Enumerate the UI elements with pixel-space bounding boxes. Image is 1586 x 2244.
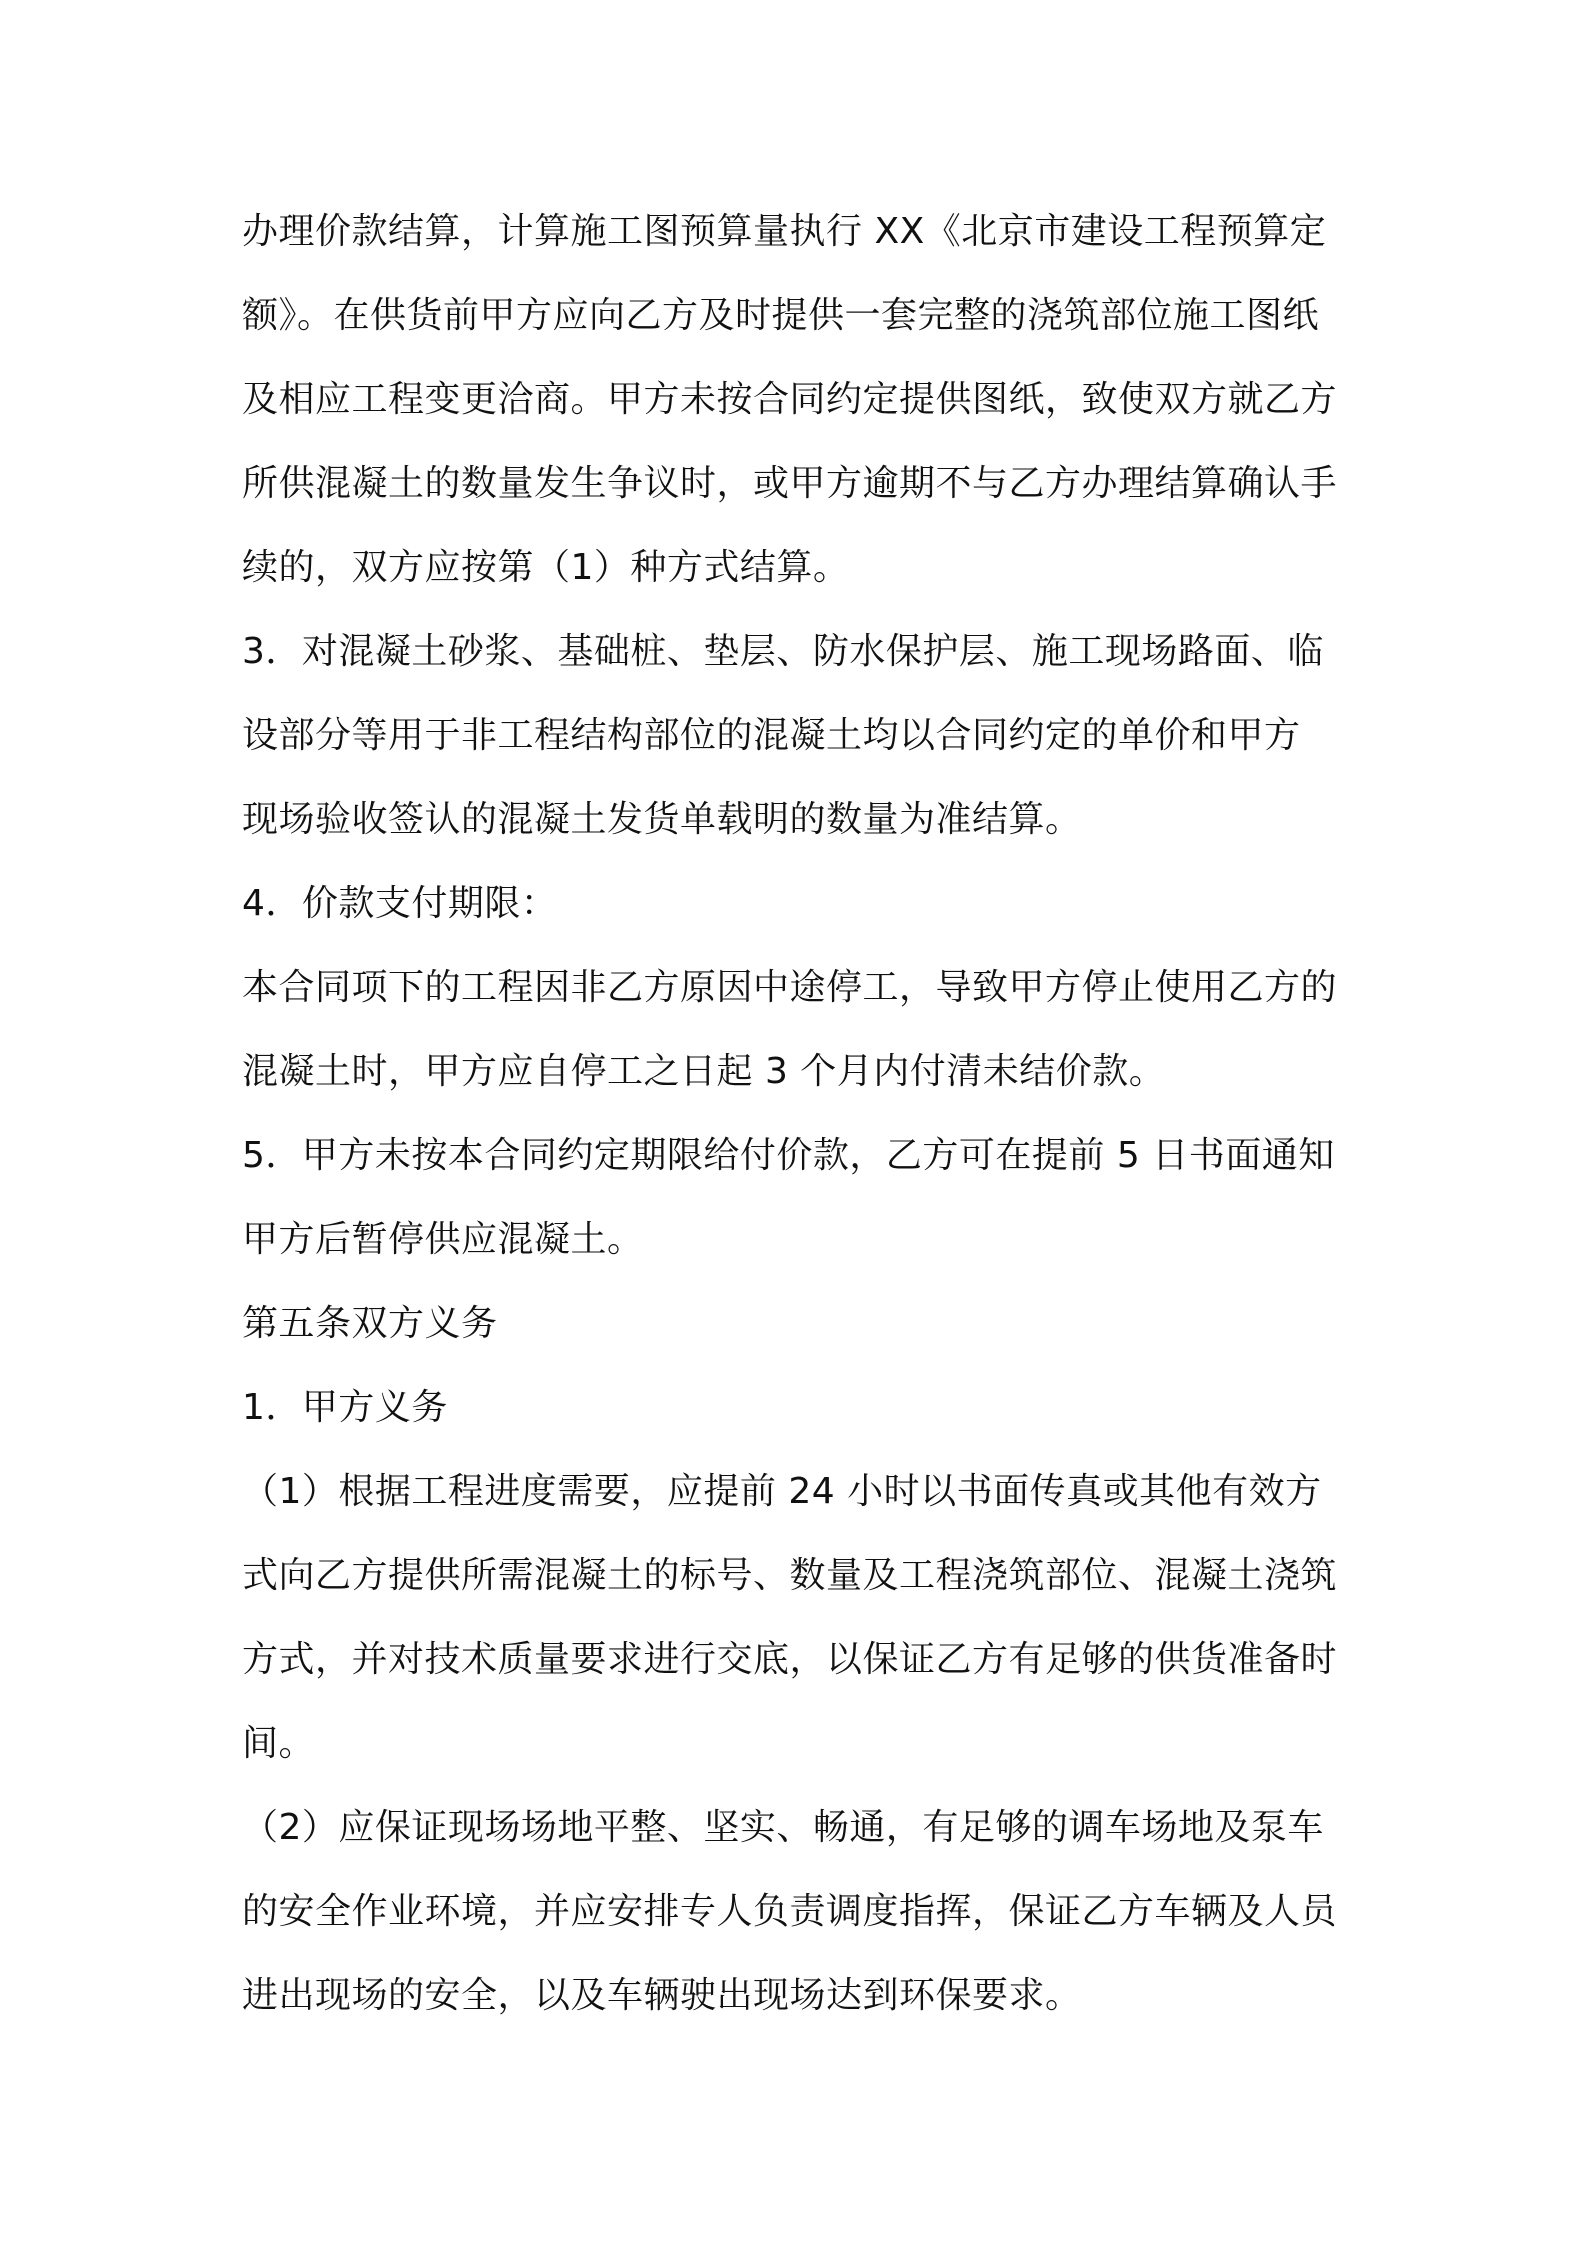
text-line: 甲方后暂停供应混凝土。 (242, 1219, 644, 1260)
text-line: 本合同项下的工程因非乙方原因中途停工，导致甲方停止使用乙方的 (242, 967, 1338, 1008)
text-line: 办理价款结算，计算施工图预算量执行 XX《北京市建设工程预算定 (242, 211, 1327, 252)
article-5-heading: 第五条双方义务 (242, 1303, 498, 1344)
text-line: 方式，并对技术质量要求进行交底，以保证乙方有足够的供货准备时 (242, 1639, 1338, 1680)
clause-5-line: 5．甲方未按本合同约定期限给付价款，乙方可在提前 5 日书面通知 (242, 1135, 1335, 1176)
text-line: 式向乙方提供所需混凝土的标号、数量及工程浇筑部位、混凝土浇筑 (242, 1555, 1338, 1596)
party-a-duties-heading: 1．甲方义务 (242, 1387, 448, 1428)
duty-1-line: （1）根据工程进度需要，应提前 24 小时以书面传真或其他有效方 (242, 1471, 1322, 1512)
text-line: 续的，双方应按第（1）种方式结算。 (242, 547, 850, 588)
text-line: 混凝土时，甲方应自停工之日起 3 个月内付清未结价款。 (242, 1051, 1166, 1092)
text-line: 间。 (242, 1723, 316, 1764)
duty-2-line: （2）应保证现场场地平整、坚实、畅通，有足够的调车场地及泵车 (242, 1807, 1324, 1848)
text-line: 进出现场的安全，以及车辆驶出现场达到环保要求。 (242, 1975, 1082, 2016)
clause-3-line: 3．对混凝土砂浆、基础桩、垫层、防水保护层、施工现场路面、临 (242, 631, 1324, 672)
text-line: 额》。在供货前甲方应向乙方及时提供一套完整的浇筑部位施工图纸 (242, 295, 1320, 336)
text-line: 设部分等用于非工程结构部位的混凝土均以合同约定的单价和甲方 (242, 715, 1301, 756)
text-line: 及相应工程变更洽商。甲方未按合同约定提供图纸，致使双方就乙方 (242, 379, 1338, 420)
clause-4-heading: 4．价款支付期限： (242, 883, 558, 924)
text-line: 现场验收签认的混凝土发货单载明的数量为准结算。 (242, 799, 1082, 840)
contract-text-body (242, 190, 1357, 2038)
text-line: 的安全作业环境，并应安排专人负责调度指挥，保证乙方车辆及人员 (242, 1891, 1338, 1932)
text-line: 所供混凝土的数量发生争议时，或甲方逾期不与乙方办理结算确认手 (242, 463, 1338, 504)
